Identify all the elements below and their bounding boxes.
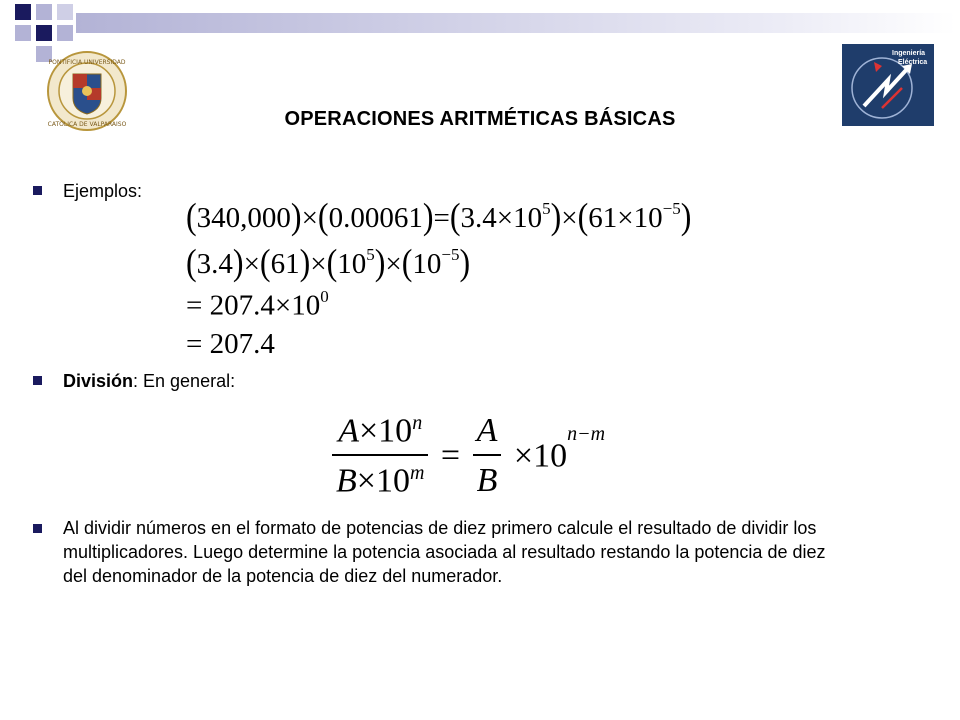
bullet-ejemplos: Ejemplos: xyxy=(63,181,143,201)
example-line-2: $(3.4)\times(61)\times(10^5)\times(10^{-5})$ xyxy=(186,241,471,283)
ex2-c-exp: 5 xyxy=(366,245,375,265)
svg-text:CATOLICA DE VALPARAISO: CATOLICA DE VALPARAISO xyxy=(47,121,127,128)
ex2-b: 61 xyxy=(270,248,300,280)
ex2-d-exp: −5 xyxy=(441,245,460,265)
formula-right-fraction xyxy=(473,412,502,500)
formula-exp-n: n xyxy=(412,412,423,434)
ex3-value: 207.4 xyxy=(209,289,275,322)
bullet-square xyxy=(33,186,42,195)
corner-square xyxy=(36,25,52,41)
division-rest-label: : En general: xyxy=(133,371,236,391)
bullet-explanation: Al dividir números en el formato de potencias de diez primero calcule el resultado de dividir los multiplicadores. Luego determine la potencia asociada al resultado restando la potencia de diez del denominador de la potencia de diez del numerador. xyxy=(63,518,826,586)
slide-title: OPERACIONES ARITMÉTICAS BÁSICAS xyxy=(284,108,676,130)
bullet-square xyxy=(33,376,42,385)
corner-square xyxy=(15,4,31,20)
formula-exp-result: n−m xyxy=(567,423,606,446)
ex1-b: 0.00061 xyxy=(328,202,423,234)
ex1-d-exp: −5 xyxy=(662,199,681,219)
top-gradient-bar xyxy=(76,13,956,33)
ex1-c: 3.4 xyxy=(460,202,497,234)
example-line-4: = 207.4 xyxy=(186,328,275,360)
logo-text-electrica: Eléctrica xyxy=(898,59,928,66)
formula-den-var: B xyxy=(336,462,357,500)
bullet-square xyxy=(33,524,42,533)
formula-right-den: B xyxy=(476,462,498,500)
ex1-d: 61 xyxy=(588,202,618,234)
formula-num-var: A xyxy=(338,412,359,450)
ex2-a: 3.4 xyxy=(196,248,233,280)
corner-square xyxy=(15,25,31,41)
ex4-value: 207.4 xyxy=(209,328,275,360)
formula-right-num: A xyxy=(473,412,502,456)
formula-exp-m: m xyxy=(409,462,425,485)
corner-square xyxy=(57,4,73,20)
logo-text-ingenieria: Ingeniería xyxy=(892,50,926,57)
bullet-division xyxy=(63,370,235,392)
division-formula: $\frac{A\times 10^n}{B\times 10^m}$ = $\frac{A}{B}$ $\times 10^{n-m}$ xyxy=(332,412,609,501)
formula-left-fraction: $\frac{A\times 10^n}{B\times 10^m}$ xyxy=(332,412,428,501)
ex1-c-exp: 5 xyxy=(542,199,551,219)
svg-text:PONTIFICIA UNIVERSIDAD: PONTIFICIA UNIVERSIDAD xyxy=(48,59,126,66)
example-line-3: = $207.4\times 10^0$ xyxy=(186,287,329,322)
division-bold-label: División xyxy=(63,371,134,391)
corner-square xyxy=(57,25,73,41)
example-line-1: $(340,000)\times(0.00061)=(3.4\times 10^5)\times(61\times 10^{-5})$ xyxy=(186,195,692,237)
ex3-exp: 0 xyxy=(320,287,329,306)
corner-square xyxy=(36,4,52,20)
ex1-a: 340,000 xyxy=(196,202,291,234)
